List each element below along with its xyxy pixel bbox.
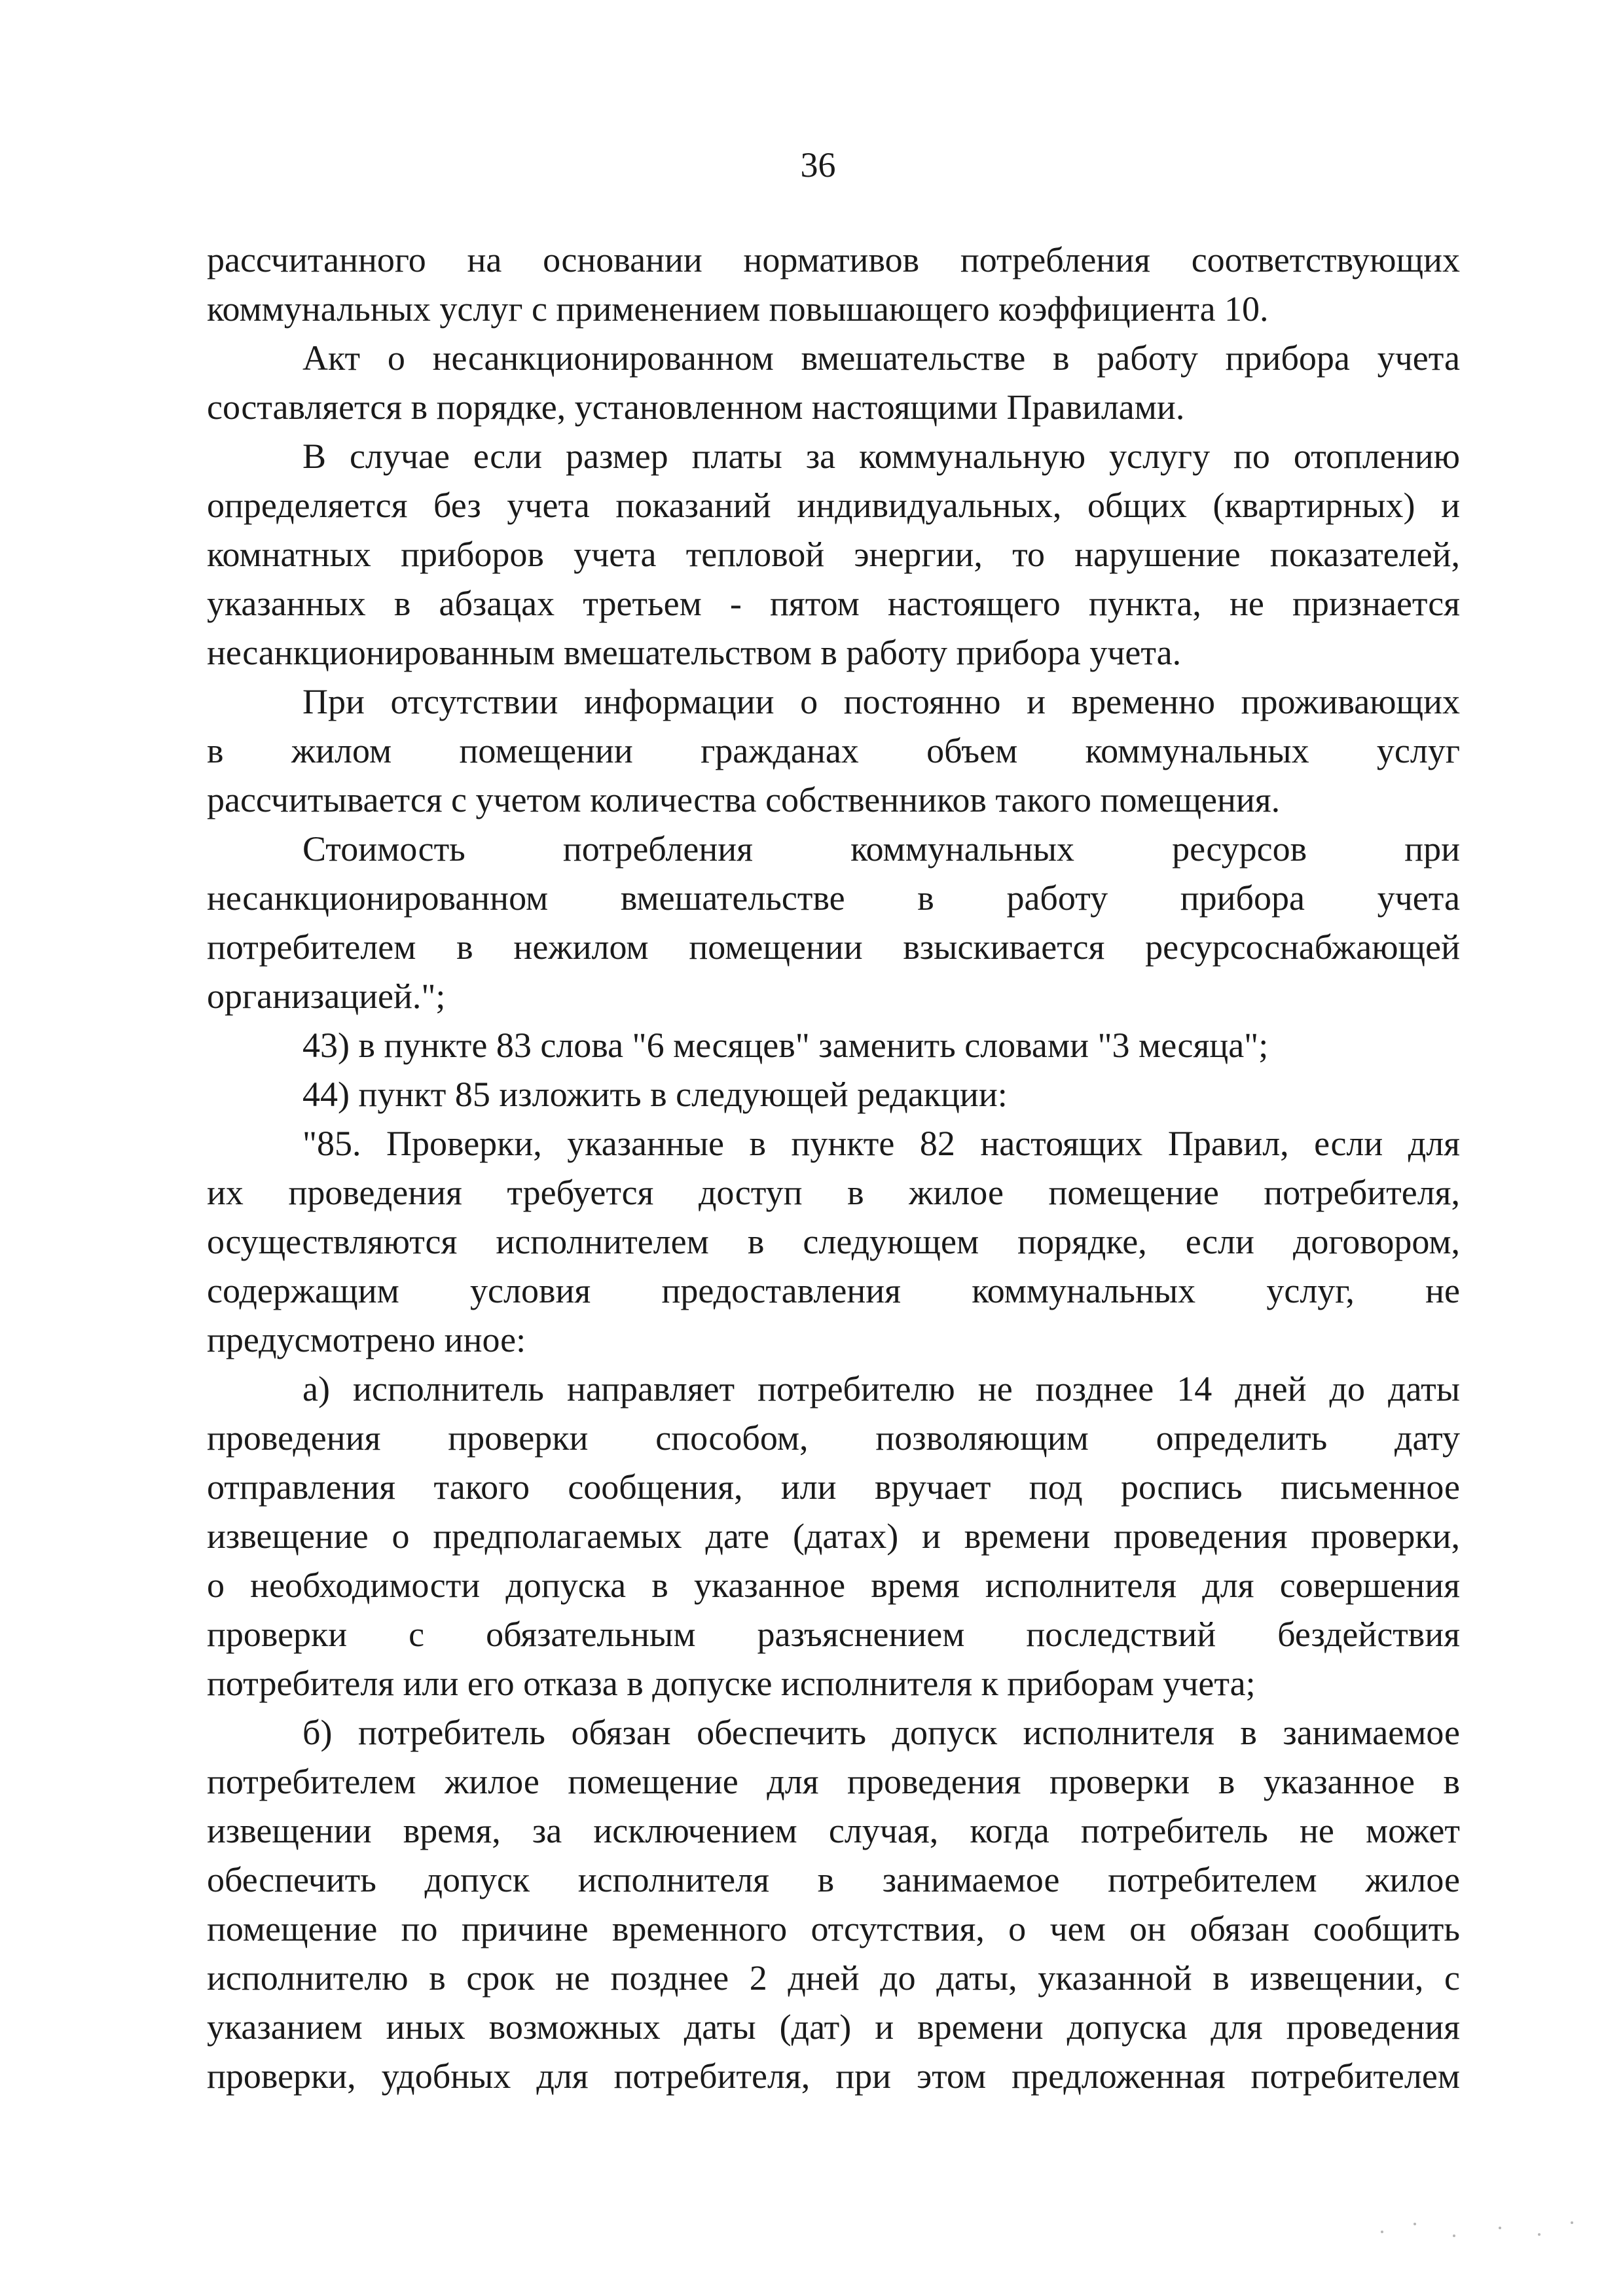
text-line: комнатных приборов учета тепловой энергии, то нарушение показателей,: [207, 535, 1460, 574]
text-line: несанкционированном вмешательстве в работу прибора учета: [207, 878, 1460, 918]
text-line: помещение по причине временного отсутствия, о чем он обязан сообщить: [207, 1909, 1460, 1948]
document-body: [207, 236, 1460, 2101]
text-line: Акт о несанкционированном вмешательстве в работу прибора учета: [302, 338, 1460, 378]
text-line: предусмотрено иное:: [207, 1320, 526, 1359]
text-line: определяется без учета показаний индивидуальных, общих (квартирных) и: [207, 486, 1460, 525]
text-line: Стоимость потребления коммунальных ресурсов при: [302, 829, 1460, 869]
text-line: рассчитывается с учетом количества собственников такого помещения.: [207, 780, 1281, 819]
text-line: указанных в абзацах третьем - пятом настоящего пункта, не признается: [207, 584, 1460, 623]
text-line: потребителем жилое помещение для проведения проверки в указанное в: [207, 1762, 1460, 1801]
scan-noise: [1374, 2217, 1584, 2244]
text-line: содержащим условия предоставления коммунальных услуг, не: [207, 1271, 1460, 1310]
scan-speck: [1571, 2221, 1573, 2224]
text-line: отправления такого сообщения, или вручает под роспись письменное: [207, 1467, 1460, 1507]
text-line: несанкционированным вмешательством в работу прибора учета.: [207, 633, 1182, 672]
text-line: извещении время, за исключением случая, когда потребитель не может: [207, 1811, 1460, 1850]
text-line: 43) в пункте 83 слова "6 месяцев" заменить словами "3 месяца";: [302, 1026, 1269, 1065]
text-line: обеспечить допуск исполнителя в занимаемое потребителем жилое: [207, 1860, 1460, 1899]
text-line: извещение о предполагаемых дате (датах) и времени проведения проверки,: [207, 1516, 1460, 1556]
text-line: потребителя или его отказа в допуске исполнителя к приборам учета;: [207, 1664, 1256, 1703]
text-line: потребителем в нежилом помещении взыскивается ресурсоснабжающей: [207, 927, 1460, 967]
text-line: В случае если размер платы за коммунальную услугу по отоплению: [302, 437, 1460, 476]
text-line: рассчитанного на основании нормативов потребления соответствующих: [207, 240, 1460, 279]
text-line: проверки с обязательным разъяснением последствий бездействия: [207, 1615, 1460, 1654]
page-number: 36: [800, 145, 836, 185]
text-line: осуществляются исполнителем в следующем порядке, если договором,: [207, 1222, 1460, 1261]
scan-speck: [1381, 2231, 1383, 2233]
text-line: а) исполнитель направляет потребителю не позднее 14 дней до даты: [302, 1369, 1460, 1408]
text-line: коммунальных услуг с применением повышающего коэффициента 10.: [207, 289, 1269, 329]
text-line: исполнителю в срок не позднее 2 дней до даты, указанной в извещении, с: [207, 1958, 1460, 1998]
text-line: При отсутствии информации о постоянно и временно проживающих: [302, 682, 1460, 721]
text-line: указанием иных возможных даты (дат) и времени допуска для проведения: [207, 2007, 1460, 2047]
scan-speck: [1499, 2227, 1501, 2229]
text-line: в жилом помещении гражданах объем коммунальных услуг: [207, 731, 1460, 770]
text-line: проведения проверки способом, позволяющим определить дату: [207, 1418, 1460, 1458]
text-line: организацией.";: [207, 977, 446, 1016]
text-line: составляется в порядке, установленном настоящими Правилами.: [207, 387, 1185, 427]
text-line: проверки, удобных для потребителя, при этом предложенная потребителем: [207, 2056, 1460, 2096]
scan-speck: [1413, 2223, 1416, 2225]
text-line: "85. Проверки, указанные в пункте 82 настоящих Правил, если для: [302, 1124, 1460, 1163]
text-line: их проведения требуется доступ в жилое помещение потребителя,: [207, 1173, 1460, 1212]
text-line: 44) пункт 85 изложить в следующей редакции:: [302, 1075, 1008, 1114]
text-line: о необходимости допуска в указанное время исполнителя для совершения: [207, 1566, 1460, 1605]
scan-speck: [1453, 2234, 1455, 2237]
scan-speck: [1538, 2233, 1541, 2236]
text-line: б) потребитель обязан обеспечить допуск исполнителя в занимаемое: [302, 1713, 1460, 1752]
